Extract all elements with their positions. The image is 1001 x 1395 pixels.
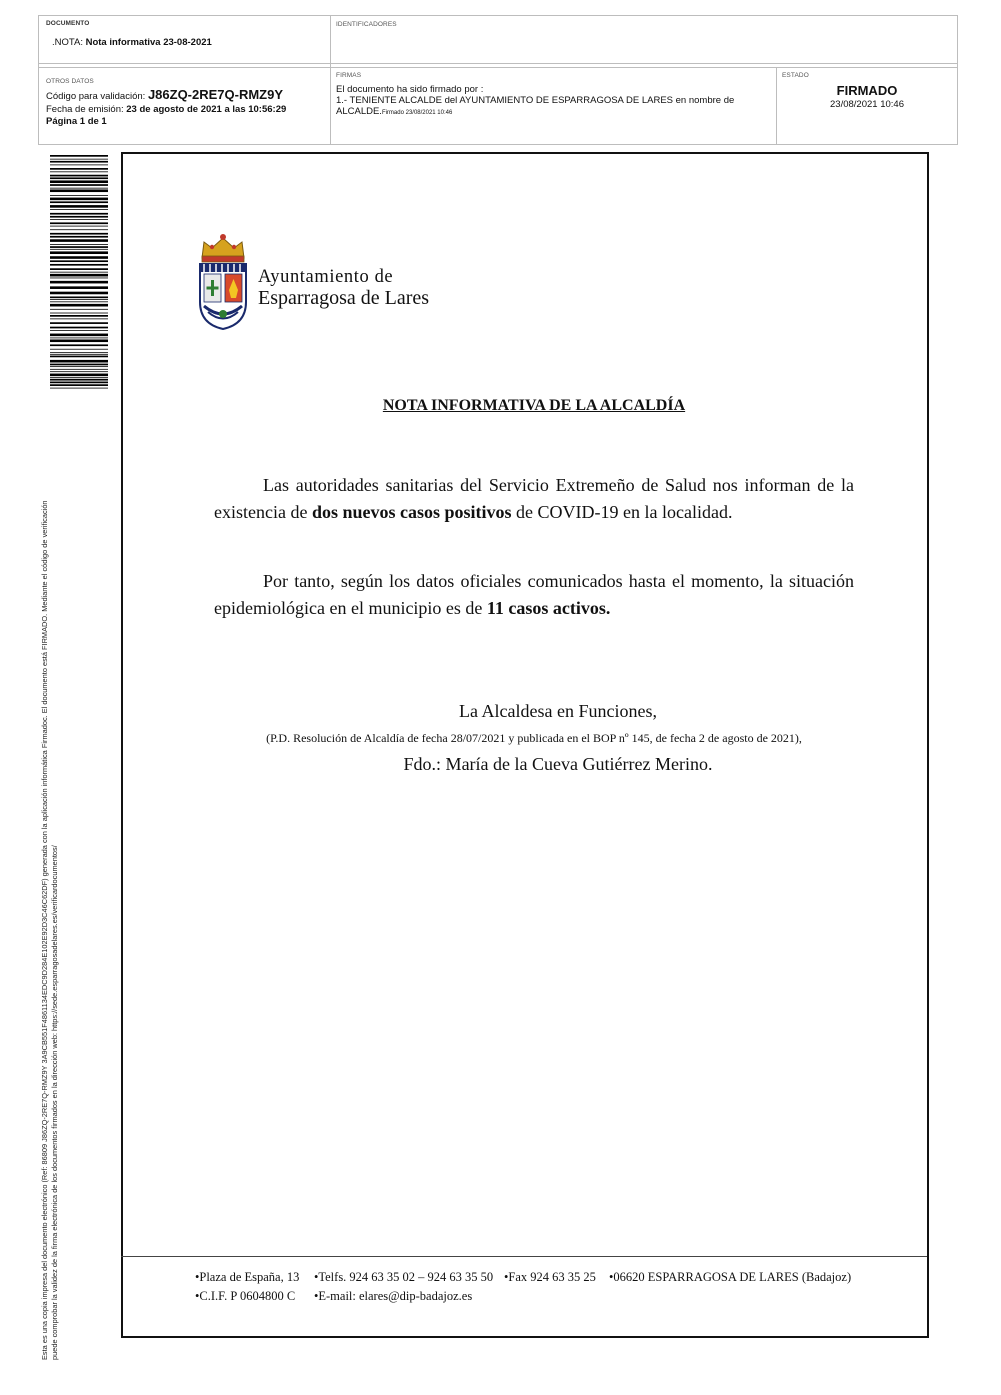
estado-label: ESTADO <box>782 72 809 79</box>
barcode <box>50 155 108 390</box>
identificadores-label: IDENTIFICADORES <box>336 21 397 28</box>
footer-email: •E-mail: elares@dip-badajoz.es <box>314 1289 473 1303</box>
side-line2: puede comprobar la validez de la firma electrónica de los documentos firmados en la dirección web: https://sede.esparragosadelares.es/verificardocumentos/ <box>50 845 59 1360</box>
signature-delegation: (P.D. Resolución de Alcaldía de fecha 28/07/2021 y publicada en el BOP nº 145, de fecha 2 de agosto de 2021), <box>266 731 802 745</box>
documento-label: DOCUMENTO <box>46 20 90 27</box>
paragraph-2 <box>214 568 854 622</box>
firmas-alcalde: ALCALDE. <box>336 106 382 117</box>
p2-text-a: Por tanto, según los datos oficiales comunicados hasta el momento, la situación epidemiológica en el municipio es de <box>214 571 854 618</box>
coat-of-arms-icon <box>194 232 252 332</box>
documento-line <box>52 37 212 48</box>
header-divider-v1 <box>330 15 331 145</box>
side-line1: Esta es una copia impresa del documento electrónico (Ref: 86809 J86ZQ-2RE7Q-RMZ9Y 3A9CB551F4861134EDC9D284E102E92D3C46C62DF) generada con la aplicación informática Firmadoc. El documento está FIRMADO. Mediante el código de verificación <box>40 500 49 1360</box>
otros-datos-label: OTROS DATOS <box>46 78 94 85</box>
signature-role: La Alcaldesa en Funciones, <box>459 701 657 721</box>
p2-bold: 11 casos activos. <box>486 598 611 618</box>
firmas-line3 <box>336 106 452 119</box>
footer-address: •Plaza de España, 13 <box>195 1270 300 1284</box>
documento-value: Nota informativa 23-08-2021 <box>85 37 212 48</box>
p1-text-b: de COVID-19 en la localidad. <box>511 502 733 522</box>
documento-prefix: .NOTA: <box>52 37 83 48</box>
codigo-line <box>46 89 283 102</box>
codigo-value: J86ZQ-2RE7Q-RMZ9Y <box>147 87 284 102</box>
page-title: NOTA INFORMATIVA DE LA ALCALDÍA <box>382 397 686 414</box>
paragraph-1 <box>214 472 854 526</box>
firmas-small: Firmado 23/08/2021 10:46 <box>381 110 453 116</box>
fecha-line <box>46 104 286 115</box>
footer-fax: •Fax 924 63 35 25 <box>504 1270 596 1284</box>
estado-value: FIRMADO <box>836 83 898 98</box>
p1-bold: dos nuevos casos positivos <box>311 502 512 522</box>
pagina-line: Página 1 de 1 <box>46 116 107 127</box>
footer-cif: •C.I.F. P 0604800 C <box>195 1289 296 1303</box>
codigo-label: Código para validación: <box>46 91 146 102</box>
fecha-label: Fecha de emisión: <box>46 104 124 115</box>
firmas-line2: 1.- TENIENTE ALCALDE del AYUNTAMIENTO DE ESPARRAGOSA DE LARES en nombre de <box>336 95 735 106</box>
footer-divider <box>121 1256 927 1257</box>
firmas-label: FIRMAS <box>336 72 362 79</box>
firmas-line1: El documento ha sido firmado por : <box>336 84 484 95</box>
logo-line1: Ayuntamiento de <box>258 267 394 287</box>
side-verification-text <box>40 390 60 1360</box>
header-divider-h2 <box>38 67 958 68</box>
logo-line2: Esparragosa de Lares <box>258 287 430 309</box>
estado-date: 23/08/2021 10:46 <box>830 99 904 110</box>
header-divider-h <box>38 63 958 64</box>
header-box <box>38 15 958 145</box>
signature-name: Fdo.: María de la Cueva Gutiérrez Merino. <box>403 754 713 774</box>
fecha-value: 23 de agosto de 2021 a las 10:56:29 <box>126 104 287 115</box>
footer-postal: •06620 ESPARRAGOSA DE LARES (Badajoz) <box>609 1270 852 1284</box>
p1-text-a: Las autoridades sanitarias del Servicio Extremeño de Salud nos informan de la existencia de <box>214 475 854 522</box>
footer-phones: •Telfs. 924 63 35 02 – 924 63 35 50 <box>314 1270 494 1284</box>
